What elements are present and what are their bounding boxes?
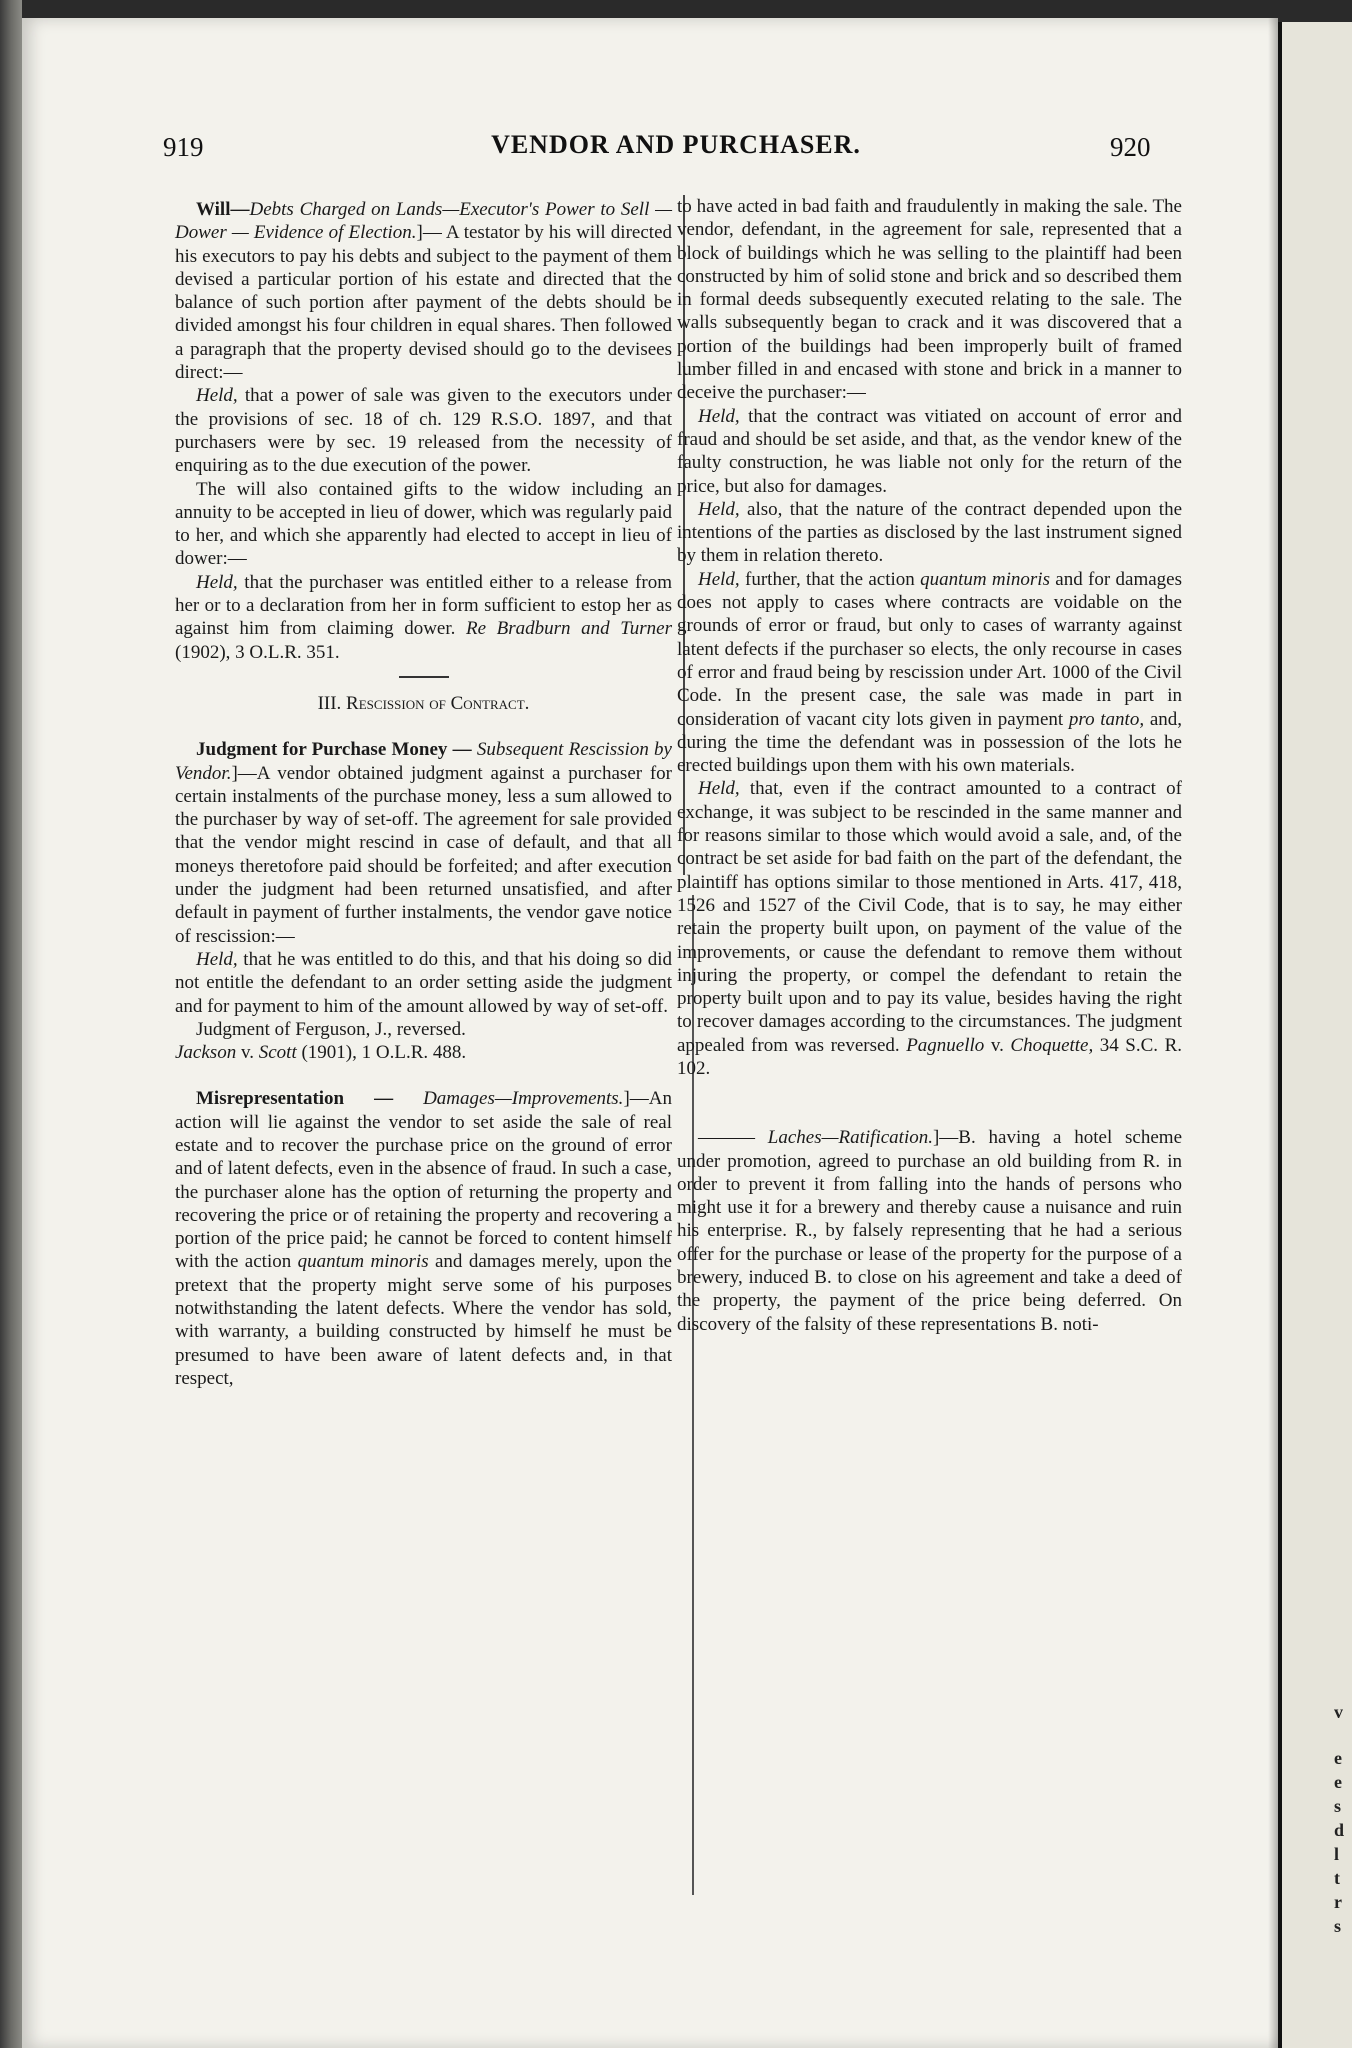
case-citation-ref: (1901), 1 O.L.R. 488.: [296, 1042, 467, 1064]
edge-fragment: e: [1334, 1772, 1342, 1792]
entry-heading: Judgment for Purchase Money —: [196, 739, 477, 761]
edge-fragment: v: [1334, 1702, 1343, 1722]
next-page-edge: [1278, 22, 1352, 2048]
paragraph-text: and damages merely, upon the pretext that the property might serve some of his purposes notwithstanding the latent defects. Where the vendor has sold, with warranty, a building constructed by himself he must be presumed to have been aware of latent defects and, in that respect,: [175, 1251, 672, 1389]
edge-fragment: s: [1334, 1916, 1342, 1936]
page-header: [0, 132, 1352, 172]
held-paragraph: [175, 571, 672, 664]
case-citation-ref: (1902), 3 O.L.R. 351.: [175, 641, 340, 663]
misrepresentation-paragraph: [175, 1087, 672, 1390]
will-paragraph: [175, 198, 672, 384]
edge-fragment: d: [1334, 1820, 1345, 1840]
case-citation-ref: 34 S.C. R. 102.: [677, 1034, 1182, 1079]
judgment-paragraph: [175, 738, 672, 948]
edge-fragment: r: [1334, 1892, 1342, 1912]
page-number-left: 919: [163, 132, 204, 162]
left-column: [175, 198, 672, 1390]
paragraph-text: that the purchaser was entitled either to a release from her or to a declaration from her in form sufficient to estop her as against him from claiming dower.: [175, 571, 672, 640]
held-word: Held,: [196, 948, 238, 970]
paragraph-text: Judgment of Ferguson, J., reversed.: [196, 1018, 466, 1040]
case-citation-name: Jackson: [175, 1042, 237, 1064]
running-title: VENDOR AND PURCHASER.: [491, 130, 861, 159]
section-title: III. Rescission of Contract.: [317, 692, 530, 714]
held-word: Held,: [196, 571, 238, 593]
paragraph-text: and, during the time the defendant was in possession of the lots he erected buildings upon them with his own materials.: [677, 708, 1182, 777]
held-paragraph: [677, 777, 1182, 1080]
paragraph-text: and for damages does not apply to cases where contracts are voidable on the grounds of error or fraud, but only to cases of warranty against latent defects if the purchaser so elects, the only recourse in cases of error and fraud being by rescission under Art. 1000 of the Civil Code. In the present case, the sale was made in part in consideration of vacant city lots given in payment: [677, 568, 1182, 730]
page-gutter-shadow: [1268, 18, 1278, 2048]
held-paragraph: [677, 498, 1182, 568]
held-word: Held,: [698, 568, 740, 590]
section-rule: [399, 676, 449, 678]
edge-fragment: s: [1334, 1796, 1342, 1816]
entry-subheading: Subsequent Rescission by Vendor.: [175, 739, 672, 784]
edge-fragment: t: [1334, 1868, 1340, 1888]
paragraph-text: that, even if the contract amounted to a contract of exchange, it was subject to be rescinded in the same manner and for reasons similar to those which would avoid a sale, and, of the contract be set aside for bad faith on the part of the defendant, the plaintiff has options similar to those mentioned in Arts. 417, 418, 1526 and 1527 of the Civil Code, that is to say, he may either retain the property built upon, on payment of the value of the improvements, or cause the defendant to remove them without injuring the property, or compel the defendant to retain the property built upon and to pay its value, besides having the right to recover damages according to the circumstances. The judgment appealed from was reversed.: [677, 778, 1182, 1056]
paragraph-text: further, that the action: [739, 568, 921, 590]
judgment-line: [175, 1018, 672, 1065]
dash-lead: ———: [698, 1127, 768, 1149]
spacer: [175, 715, 672, 738]
latin-term: pro tanto,: [1068, 708, 1145, 730]
widow-paragraph: [175, 478, 672, 571]
latin-term: quantum minoris: [297, 1251, 429, 1273]
held-word: Held,: [698, 498, 740, 520]
page-number-right: 920: [1110, 132, 1151, 162]
held-word: Held,: [698, 778, 740, 800]
laches-paragraph: [677, 1126, 1182, 1336]
case-citation-name: Choquette,: [1010, 1034, 1094, 1056]
paragraph-text: to have acted in bad faith and fraudulently in making the sale. The vendor, defendant, in the agreement for sale, represented that a block of buildings which he was selling to the plaintiff had been constructed by him of solid stone and brick and so described them in formal deeds subsequently executed relating to the sale. The walls subsequently began to crack and it was discovered that a portion of the buildings had been improperly built of framed lumber filled in and encased with stone and brick in a manner to deceive the purchaser:—: [677, 196, 1182, 404]
paragraph-text: ]—An action will lie against the vendor to set aside the sale of real estate and to recover the purchase price on the ground of error and of latent defects, even in the absence of fraud. In such a case, the purchaser alone has the option of returning the property and recovering the price or of retaining the property and recovering a portion of the price paid; he cannot be forced to content himself with the action: [175, 1088, 672, 1273]
paragraph-text: that the contract was vitiated on account of error and fraud and should be set aside, and that, as the vendor knew of the faulty construction, he was liable not only for the return of the price, but also for damages.: [677, 405, 1182, 497]
held-paragraph: [677, 405, 1182, 498]
paragraph-text: that he was entitled to do this, and that his doing so did not entitle the defendant to an order setting aside the judgment and for payment to him of the amount allowed by way of set-off.: [175, 948, 672, 1017]
held-word: Held,: [196, 385, 238, 407]
case-citation-v: v.: [236, 1042, 259, 1064]
held-paragraph: [175, 384, 672, 477]
spacer: [677, 1080, 1182, 1103]
paragraph-text: also, that the nature of the contract depended upon the intentions of the parties as disclosed by the last instrument signed by them in relation thereto.: [677, 498, 1182, 567]
book-binding: [0, 0, 22, 2048]
entry-subheading: Damages—Improvements.: [423, 1088, 624, 1110]
paragraph-text: ]—A vendor obtained judgment against a purchaser for certain instalments of the purchase money, less a sum allowed to the purchaser by way of set-off. The agreement for sale provided that the vendor might rescind in case of default, and that all moneys theretofore paid should be forfeited; and after execution under the judgment had been returned unsatisfied, and after default in payment of further instalments, the vendor gave notice of rescission:—: [175, 762, 672, 947]
edge-fragment: e: [1334, 1748, 1342, 1768]
continuation-paragraph: [677, 195, 1182, 405]
entry-heading: Misrepresentation —: [196, 1088, 424, 1110]
paragraph-text: ]— A testator by his will directed his executors to pay his debts and subject to the payment of them devised a particular portion of his estate and directed that the balance of such portion after payment of the debts should be divided amongst his four children in equal shares. Then followed a paragraph that the property devised should go to the devisees direct:—: [175, 222, 672, 384]
case-citation-v: v.: [984, 1034, 1011, 1056]
edge-fragment: l: [1334, 1844, 1340, 1864]
held-paragraph: [677, 568, 1182, 778]
paragraph-text: The will also contained gifts to the widow including an annuity to be accepted in lieu of dower, which was regularly paid to her, and which she apparently had elected to accept in lieu of dower:—: [175, 478, 672, 570]
paragraph-text: ]—B. having a hotel scheme under promotion, agreed to purchase an old building from R. in order to prevent it from falling into the hands of persons who might use it for a brewery and thereby cause a nuisance and ruin his enterprise. R., by falsely representing that he had a serious offer for the purchase or lease of the property for the purpose of a brewery, induced B. to close on his agreement and take a deed of the property, the payment of the price being deferred. On discovery of the falsity of these representations B. noti-: [677, 1127, 1183, 1335]
case-citation-name: Pagnuello: [906, 1034, 985, 1056]
latin-term: quantum minoris: [920, 568, 1050, 590]
spacer: [677, 1103, 1182, 1126]
held-paragraph: [175, 948, 672, 1018]
entry-subheading: Debts Charged on Lands—Executor's Power to Sell — Dower — Evidence of Election.: [175, 199, 672, 244]
case-citation-name: Re Bradburn and Turner: [466, 618, 672, 640]
spacer: [175, 1064, 672, 1087]
case-citation-name: Scott: [258, 1042, 297, 1064]
entry-heading: Will—: [196, 199, 250, 220]
paragraph-text: that a power of sale was given to the executors under the provisions of sec. 18 of ch. 129 R.S.O. 1897, and that purchasers were by sec. 19 released from the necessity of enquiring as to the due execution of the power.: [175, 385, 672, 477]
entry-subheading: Laches—Ratification.: [767, 1127, 933, 1149]
right-column: [677, 195, 1182, 1336]
held-word: Held,: [698, 405, 740, 427]
